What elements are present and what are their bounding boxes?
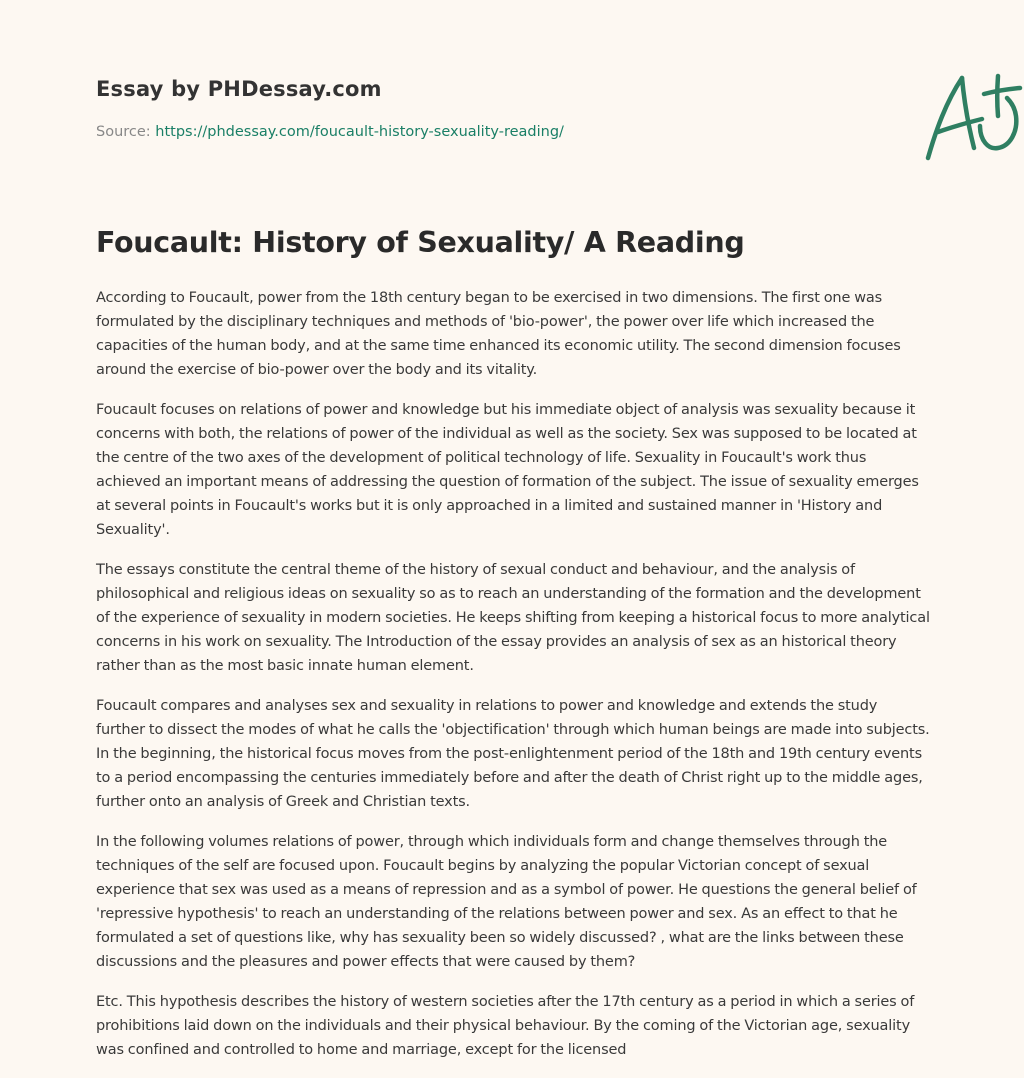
source-link[interactable]: https://phdessay.com/foucault-history-sexuality-reading/ — [155, 124, 564, 140]
essay-paragraph: Etc. This hypothesis describes the history of western societies after the 17th century as a period in which a series of prohibitions laid down on the individuals and their physical behaviour. By the coming of the Victorian age, sexuality was confined and controlled to home and marriage, except for the licensed — [96, 994, 915, 1058]
essay-title: Foucault: History of Sexuality/ A Reading — [96, 226, 745, 259]
essay-paragraph: The essays constitute the central theme of the history of sexual conduct and behaviour, and the analysis of philosophical and religious ideas on sexuality so as to reach an understanding of the formation and the development of the experience of sexuality in modern societies. He keeps shifting from keeping a historical focus to more analytical concerns in his work on sexuality. The Introduction of the essay provides an analysis of sex as an historical theory rather than as the most basic innate human element. — [96, 562, 930, 674]
source-label: Source: — [96, 124, 151, 140]
essay-body — [96, 286, 930, 1078]
essay-paragraph: Foucault compares and analyses sex and sexuality in relations to power and knowledge and extends the study further to dissect the modes of what he calls the 'objectification' through which human beings are made into subjects. In the beginning, the historical focus moves from the post-enlightenment period of the 18th and 19th century events to a period encompassing the centuries immediately before and after the death of Christ right up to the middle ages, further onto an analysis of Greek and Christian texts. — [96, 698, 930, 810]
essay-paragraph: Foucault focuses on relations of power and knowledge but his immediate object of analysis was sexuality because it concerns with both, the relations of power of the individual as well as the society. Sex was supposed to be located at the centre of the two axes of the development of political technology of life. Sexuality in Foucault's work thus achieved an important means of addressing the question of formation of the subject. The issue of sexuality emerges at several points in Foucault's works but it is only approached in a limited and sustained manner in 'History and Sexuality'. — [96, 402, 919, 538]
essay-paragraph: According to Foucault, power from the 18th century began to be exercised in two dimensions. The first one was formulated by the disciplinary techniques and methods of 'bio-power', the power over life which increased the capacities of the human body, and at the same time enhanced its economic utility. The second dimension focuses around the exercise of bio-power over the body and its vitality. — [96, 290, 901, 378]
site-brand: Essay by PHDessay.com — [96, 77, 382, 101]
source-line — [96, 124, 564, 140]
a-plus-logo-icon — [916, 66, 1024, 166]
essay-paragraph: In the following volumes relations of power, through which individuals form and change themselves through the techniques of the self are focused upon. Foucault begins by analyzing the popular Victorian concept of sexual experience that sex was used as a means of repression and as a symbol of power. He questions the general belief of 'repressive hypothesis' to reach an understanding of the relations between power and sex. As an effect to that he formulated a set of questions like, why has sexuality been so widely discussed? , what are the links between these discussions and the pleasures and power effects that were caused by them? — [96, 834, 917, 970]
